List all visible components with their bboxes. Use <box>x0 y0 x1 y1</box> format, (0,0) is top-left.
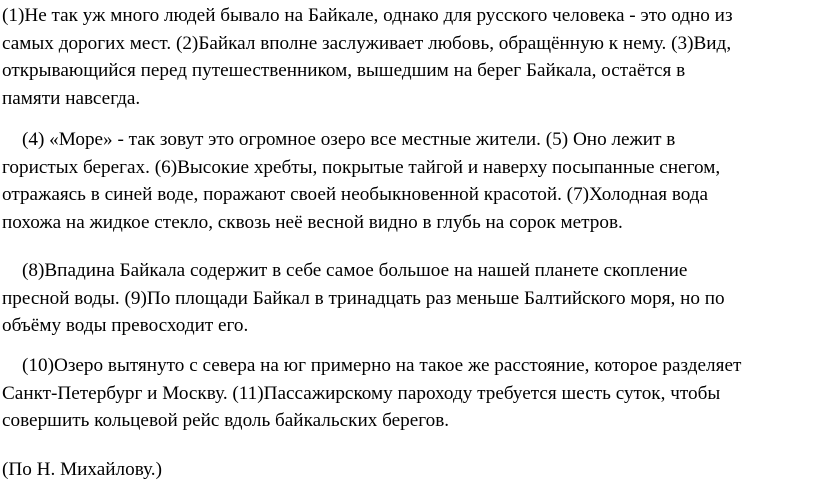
document-page <box>2 0 814 503</box>
text-line: пресной воды. (9)По площади Байкал в тринадцать раз меньше Балтийского моря, но по <box>2 287 725 309</box>
text-line: (10)Озеро вытянуто с севера на юг примерно на такое же расстояние, которое разделяет <box>22 355 742 376</box>
text-line: Санкт-Петербург и Москву. (11)Пассажирскому пароходу требуется шесть суток, чтобы <box>2 382 721 404</box>
paragraph-2 <box>2 126 720 236</box>
text-line: (По Н. Михайлову.) <box>2 459 162 480</box>
paragraph-1 <box>2 2 733 112</box>
paragraph-4 <box>2 352 741 435</box>
paragraph-3 <box>2 257 725 340</box>
text-line: самых дорогих мест. (2)Байкал вполне заслуживает любовь, обращённую к нему. (3)Вид, <box>2 32 732 54</box>
text-line: гористых берегах. (6)Высокие хребты, покрытые тайгой и наверху посыпанные снегом, <box>2 156 721 178</box>
text-line: (1)Не так уж много людей бывало на Байкале, однако для русского человека - это одно из <box>2 5 733 26</box>
text-line: (4) «Море» - так зовут это огромное озеро все местные жители. (5) Оно лежит в <box>22 129 676 150</box>
text-line: памяти навсегда. <box>2 87 141 109</box>
text-line: (8)Впадина Байкала содержит в себе самое большое на нашей планете скопление <box>22 260 688 281</box>
text-line: совершить кольцевой рейс вдоль байкальских берегов. <box>2 410 450 431</box>
text-line: похожа на жидкое стекло, сквозь неё весной видно в глубь на сорок метров. <box>2 211 623 233</box>
source-attribution <box>2 456 162 484</box>
text-line: объёму воды превосходит его. <box>2 315 249 336</box>
text-line: отражаясь в синей воде, поражают своей необыкновенной красотой. (7)Холодная вода <box>2 184 709 205</box>
text-line: открывающийся перед путешественником, вышедшим на берег Байкала, остаётся в <box>2 60 686 81</box>
